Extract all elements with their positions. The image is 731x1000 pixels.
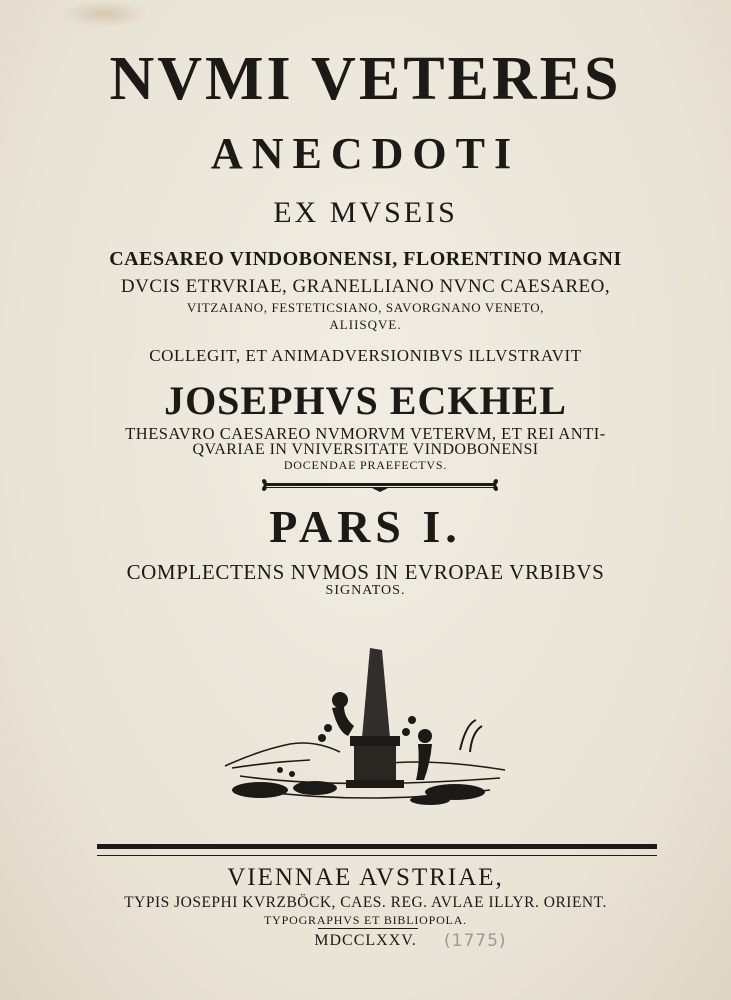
title-line-3: EX MVSEIS — [273, 196, 458, 229]
imprint-role: TYPOGRAPHVS ET BIBLIOPOLA. — [264, 913, 467, 927]
author-name: JOSEPHVS ECKHEL — [164, 378, 567, 423]
collegit-line: COLLEGIT, ET ANIMADVERSIONIBVS ILLVSTRAVIT — [149, 346, 582, 365]
author-title-line-2: QVARIAE IN VNIVERSITATE VINDOBONENSI — [192, 441, 539, 458]
pencil-annotation: (1775) — [444, 931, 507, 951]
imprint-city: VIENNAE AVSTRIAE, — [227, 864, 504, 891]
obelisk-with-putti-vignette-icon — [220, 640, 510, 820]
imprint-rule — [318, 928, 418, 929]
collections-line-4: ALIISQVE. — [329, 317, 402, 332]
ornamental-rule-icon — [258, 477, 502, 493]
imprint-printer: TYPIS JOSEPHI KVRZBÖCK, CAES. REG. AVLAE ILLYR. ORIENT. — [124, 894, 607, 911]
collections-line-2: DVCIS ETRVRIAE, GRANELLIANO NVNC CAESAREO, — [120, 276, 611, 297]
double-rule-thin — [97, 855, 657, 856]
imprint-date: MDCCLXXV. — [314, 932, 417, 949]
title-line-1: NVMI VETERES — [109, 45, 622, 113]
paper-stain — [60, 0, 150, 28]
contents-line-1: COMPLECTENS NVMOS IN EVROPAE VRBIBVS — [126, 560, 605, 584]
author-title-line-1: THESAVRO CAESAREO NVMORVM VETERVM, ET REI ANTI- — [125, 424, 606, 443]
double-rule-thick — [97, 844, 657, 849]
collections-line-3: VITZAIANO, FESTETICSIANO, SAVORGNANO VENETO, — [186, 300, 545, 315]
title-line-2: ANECDOTI — [210, 129, 521, 178]
part-heading: PARS I. — [269, 501, 462, 552]
contents-line-2: SIGNATOS. — [325, 583, 406, 598]
author-title-line-3: DOCENDAE PRAEFECTVS. — [283, 458, 448, 472]
collections-line-1: CAESAREO VINDOBONENSI, FLORENTINO MAGNI — [109, 248, 622, 270]
